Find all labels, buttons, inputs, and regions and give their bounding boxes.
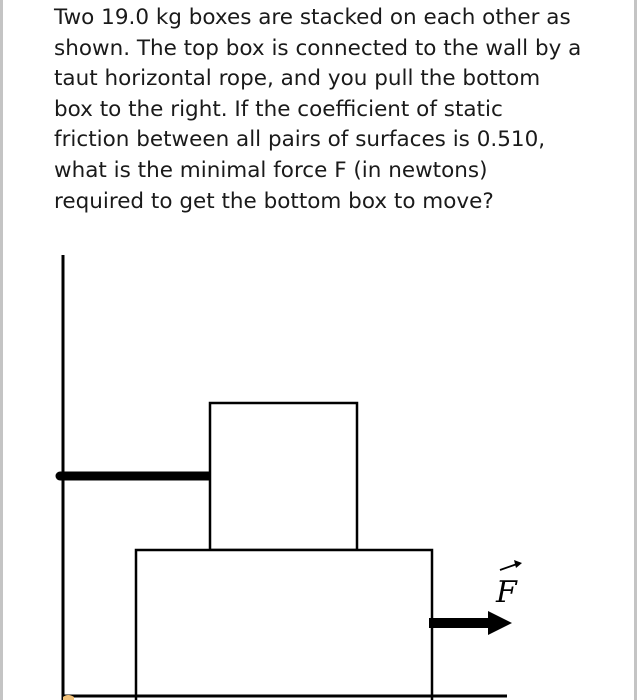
problem-text: Two 19.0 kg boxes are stacked on each other as shown. The top box is connected to the wall by a taut horizontal rope, and you pull the bottom box to the right. If the coefficient of static friction between all pairs of surfaces is 0.510, what is the minimal force F (in newtons) required to get the bottom box to move?: [54, 5, 582, 214]
top-box: [210, 403, 357, 550]
force-arrow: [429, 611, 512, 635]
vector-arrow-icon: [500, 560, 522, 570]
bottom-box: [136, 550, 432, 700]
force-label: F: [496, 575, 517, 610]
